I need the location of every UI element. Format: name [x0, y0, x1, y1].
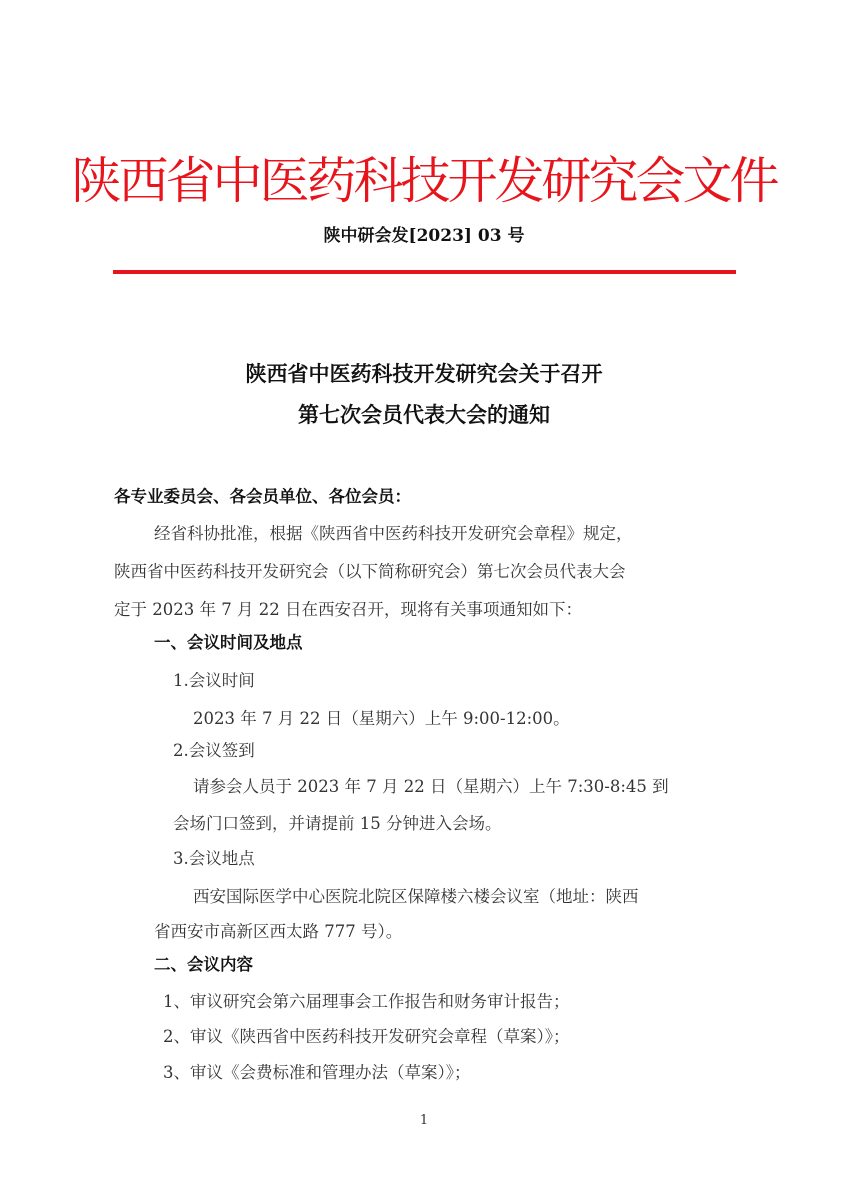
document-header-title: 陕西省中医药科技开发研究会文件 [71, 152, 777, 210]
notice-title-line-2: 第七次会员代表大会的通知 [298, 402, 550, 427]
item-1-text: 2023 年 7 月 22 日（星期六）上午 9:00-12:00。 [193, 709, 570, 728]
notice-title-line-1: 陕西省中医药科技开发研究会关于召开 [245, 361, 603, 386]
content-item-1: 1、审议研究会第六届理事会工作报告和财务审计报告； [163, 992, 570, 1011]
item-3-label: 3.会议地点 [173, 849, 255, 868]
item-1-label: 1.会议时间 [173, 671, 255, 690]
item-2-label: 2.会议签到 [173, 741, 255, 760]
item-3-text-line-2: 省西安市高新区西太路 777 号）。 [154, 922, 403, 941]
intro-paragraph-line-2: 陕西省中医药科技开发研究会（以下简称研究会）第七次会员代表大会 [114, 562, 626, 581]
header-red-rule [113, 270, 736, 274]
content-item-2: 2、审议《陕西省中医药科技开发研究会章程（草案）》； [163, 1027, 570, 1046]
item-3-text-line-1: 西安国际医学中心医院北院区保障楼六楼会议室（地址：陕西 [193, 887, 639, 906]
document-number: 陕中研会发[2023] 03 号 [323, 226, 525, 246]
item-2-text-line-1: 请参会人员于 2023 年 7 月 22 日（星期六）上午 7:30-8:45 到 [193, 777, 669, 796]
content-item-3: 3、审议《会费标准和管理办法（草案）》； [163, 1063, 471, 1082]
page-number: 1 [419, 1113, 429, 1128]
intro-paragraph-line-1: 经省科协批准，根据《陕西省中医药科技开发研究会章程》规定， [154, 524, 633, 543]
section-1-heading: 一、会议时间及地点 [154, 633, 303, 652]
section-2-heading: 二、会议内容 [154, 955, 253, 974]
salutation: 各专业委员会、各会员单位、各位会员： [114, 487, 411, 506]
intro-paragraph-line-3: 定于 2023 年 7 月 22 日在西安召开，现将有关事项通知如下： [114, 600, 582, 619]
item-2-text-line-2: 会场门口签到，并请提前 15 分钟进入会场。 [173, 814, 502, 833]
